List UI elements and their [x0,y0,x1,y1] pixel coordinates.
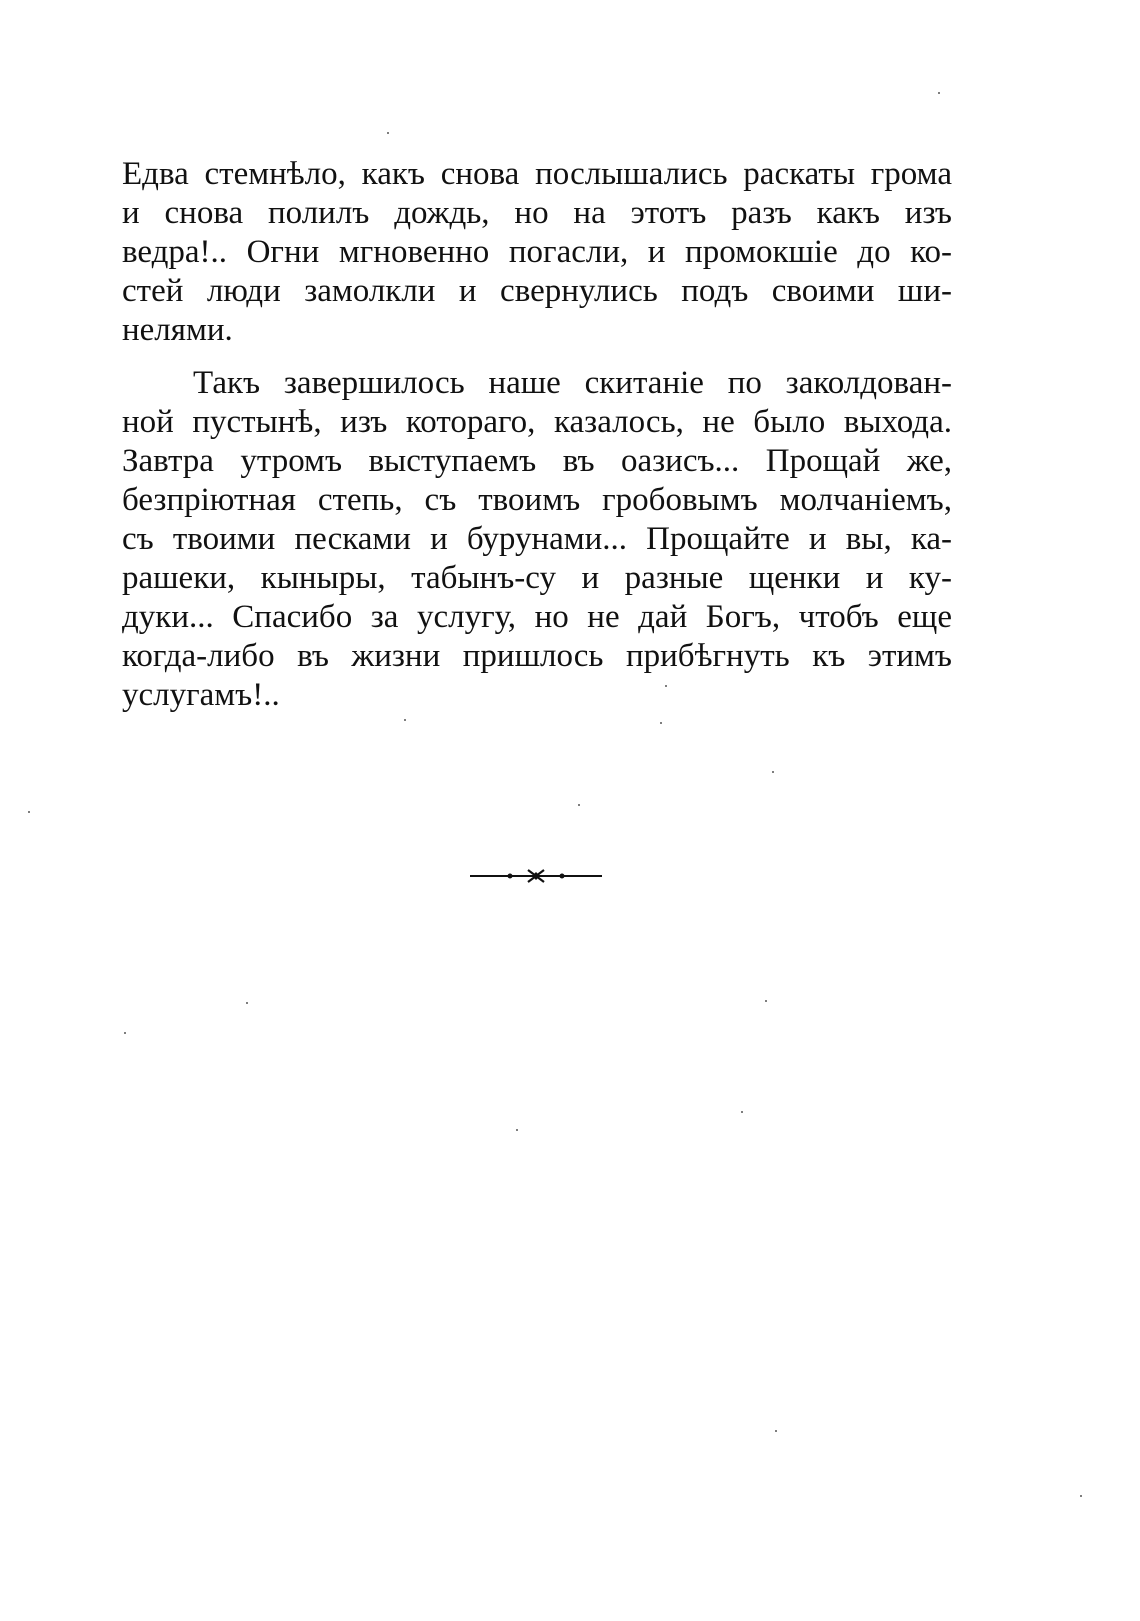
text-line: съ твоими песками и бурунами... Прощайте и вы, ка- [122,521,952,557]
paper-speck [660,722,662,724]
section-end-ornament-icon [470,866,602,886]
paper-speck [938,92,940,94]
paper-speck [765,1000,767,1002]
paper-speck [404,719,406,721]
paper-speck [741,1111,743,1113]
paper-speck [1080,1495,1082,1497]
paper-speck [516,1129,518,1131]
text-line: нелями. [122,312,233,348]
text-line: ной пустынѣ, изъ котораго, казалось, не было выхода. [122,404,952,440]
text-line: стей люди замолкли и свернулись подъ своими ши- [122,273,952,309]
paper-speck [124,1032,126,1034]
paragraph-gap [122,350,952,364]
text-line: Едва стемнѣло, какъ снова послышались раскаты грома [122,156,952,192]
paragraph-2 [122,364,952,715]
paper-speck [387,132,389,134]
text-line: рашеки, кыныры, табынъ-су и разные щенки и ку- [122,560,952,596]
paper-speck [665,685,667,687]
paper-speck [578,804,580,806]
text-line: безпріютная степь, съ твоимъ гробовымъ молчаніемъ, [122,482,952,518]
text-line: дуки... Спасибо за услугу, но не дай Богъ, чтобъ еще [122,599,952,635]
text-line: Такъ завершилось наше скитаніе по заколдован- [193,365,952,401]
body-text [122,155,952,715]
paper-speck [246,1002,248,1004]
text-line: Завтра утромъ выступаемъ въ оазисъ... Прощай же, [122,443,952,479]
paper-speck [772,771,774,773]
text-line: услугамъ!.. [122,677,280,713]
paper-speck [28,811,30,813]
paragraph-1 [122,155,952,350]
paper-speck [775,1430,777,1432]
text-line: и снова полилъ дождь, но на этотъ разъ какъ изъ [122,195,952,231]
text-line: когда-либо въ жизни пришлось прибѣгнуть къ этимъ [122,638,952,674]
text-line: ведра!.. Огни мгновенно погасли, и промокшіе до ко- [122,234,952,270]
